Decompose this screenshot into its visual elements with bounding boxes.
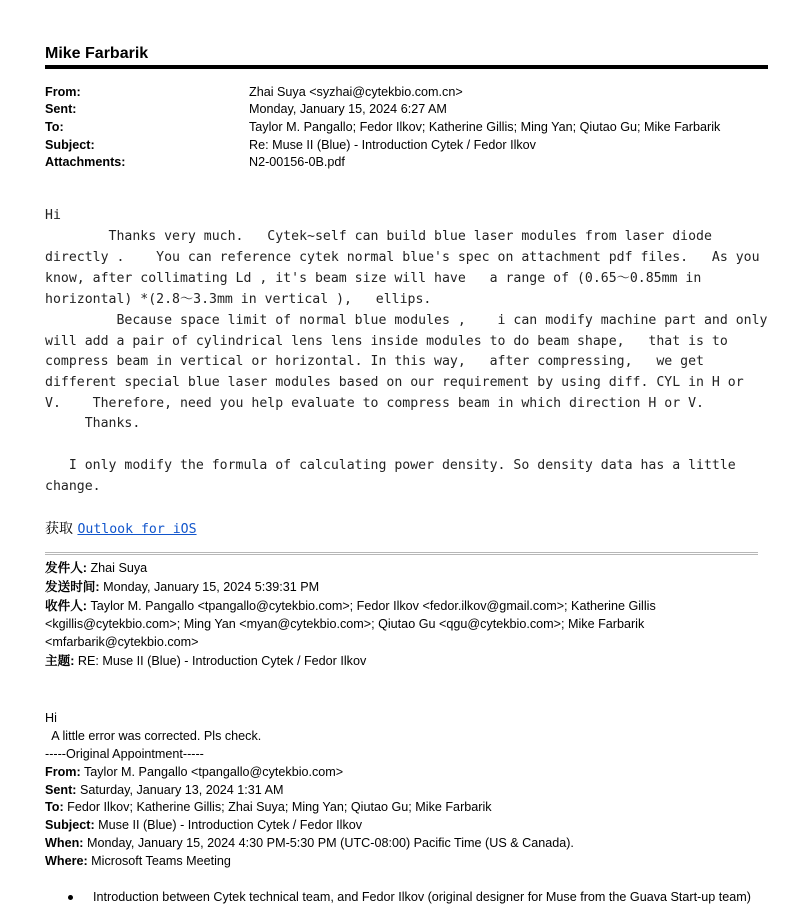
body-line: directly . You can reference cytek normal blue's spec on attachment pdf files. As you <box>45 250 760 265</box>
body-line: Because space limit of normal blue modules , i can modify machine part and only <box>45 313 768 328</box>
body-line: Hi <box>45 208 61 223</box>
quoted-from-row <box>45 559 147 577</box>
body-line: Thanks. <box>45 416 141 431</box>
quoted-to-continued: <kgillis@cytekbio.com>; Ming Yan <myan@cytekbio.com>; Qiutao Gu <qgu@cytekbio.com>; Mike Farbarik <box>45 617 645 631</box>
body-line: know, after collimating Ld , it's beam size will have a range of (0.65～0.85mm in <box>45 271 702 286</box>
body-line: different special blue laser modules based on our requirement by using diff. CYL in H or <box>45 375 744 390</box>
orig-from-row <box>45 763 343 781</box>
sent-label: Sent: <box>45 102 77 116</box>
quoted-subject-row <box>45 652 366 670</box>
orig-to-row <box>45 798 492 816</box>
quoted-sent-value: Monday, January 15, 2024 5:39:31 PM <box>99 580 320 594</box>
orig-to-label: To: <box>45 800 64 814</box>
orig-where-label: Where: <box>45 854 88 868</box>
body-line: change. <box>45 479 101 494</box>
body-line: I only modify the formula of calculating power density. So density data has a little <box>45 458 736 473</box>
quoted-sent-label: 发送时间: <box>45 580 100 594</box>
quoted-from-label: 发件人: <box>45 561 87 575</box>
body-line: compress beam in vertical or horizontal. In this way, after compressing, we get <box>45 354 704 369</box>
subject-label: Subject: <box>45 138 95 152</box>
quoted-correction-note: A little error was corrected. Pls check. <box>45 729 262 743</box>
header-subject-row <box>45 137 536 154</box>
body-line: Thanks very much. Cytek~self can build blue laser modules from laser diode <box>45 229 712 244</box>
quoted-to-row <box>45 597 656 615</box>
to-label: To: <box>45 120 64 134</box>
quoted-sent-row <box>45 578 319 596</box>
outlook-signature <box>45 518 197 538</box>
quote-separator <box>45 552 758 555</box>
quoted-to-value: Taylor M. Pangallo <tpangallo@cytekbio.com>; Fedor Ilkov <fedor.ilkov@gmail.com>; Katherine Gillis <box>86 599 656 613</box>
body-line: horizontal) *(2.8～3.3mm in vertical ), ellips. <box>45 292 432 307</box>
bullet-dot <box>68 895 73 900</box>
orig-from-label: From: <box>45 765 81 779</box>
sent-value: Monday, January 15, 2024 6:27 AM <box>249 102 447 116</box>
to-value: Taylor M. Pangallo; Fedor Ilkov; Katherine Gillis; Ming Yan; Qiutao Gu; Mike Farbarik <box>249 120 721 134</box>
subject-value: Re: Muse II (Blue) - Introduction Cytek / Fedor Ilkov <box>249 138 536 152</box>
quoted-greeting: Hi <box>45 711 57 725</box>
attachments-label: Attachments: <box>45 155 126 169</box>
mailbox-owner-name: Mike Farbarik <box>45 45 149 62</box>
orig-where-value: Microsoft Teams Meeting <box>87 854 231 868</box>
quoted-to-continued: <mfarbarik@cytekbio.com> <box>45 635 199 649</box>
attachment-link[interactable]: N2-00156-0B.pdf <box>249 155 345 169</box>
original-appointment-divider: -----Original Appointment----- <box>45 747 204 761</box>
orig-when-value: Monday, January 15, 2024 4:30 PM-5:30 PM (UTC-08:00) Pacific Time (US & Canada). <box>83 836 574 850</box>
header-from-row <box>45 84 463 101</box>
quoted-subject-value: RE: Muse II (Blue) - Introduction Cytek / Fedor Ilkov <box>74 654 367 668</box>
orig-subject-row <box>45 816 362 834</box>
orig-sent-value: Saturday, January 13, 2024 1:31 AM <box>76 783 284 797</box>
orig-sent-label: Sent: <box>45 783 77 797</box>
from-label: From: <box>45 85 81 99</box>
orig-subject-value: Muse II (Blue) - Introduction Cytek / Fedor Ilkov <box>94 818 363 832</box>
agenda-bullet-text: Introduction between Cytek technical team, and Fedor Ilkov (original designer for Muse from the Guava Start-up team) <box>93 890 751 904</box>
quoted-subject-label: 主题: <box>45 654 75 668</box>
quoted-to-label: 收件人: <box>45 599 87 613</box>
quoted-from-value: Zhai Suya <box>86 561 148 575</box>
from-value: Zhai Suya <syzhai@cytekbio.com.cn> <box>249 85 463 99</box>
header-attachments-row <box>45 154 345 171</box>
orig-sent-row <box>45 781 283 799</box>
header-to-row <box>45 119 720 136</box>
outlook-prefix: 获取 <box>45 521 78 537</box>
orig-subject-label: Subject: <box>45 818 95 832</box>
owner-divider <box>45 65 768 69</box>
body-line: V. Therefore, need you help evaluate to compress beam in which direction H or V. <box>45 396 704 411</box>
orig-when-row <box>45 834 574 852</box>
body-line: will add a pair of cylindrical lens lens inside modules to do beam shape, that is to <box>45 334 728 349</box>
orig-from-value: Taylor M. Pangallo <tpangallo@cytekbio.com> <box>80 765 344 779</box>
orig-when-label: When: <box>45 836 84 850</box>
orig-to-value: Fedor Ilkov; Katherine Gillis; Zhai Suya; Ming Yan; Qiutao Gu; Mike Farbarik <box>63 800 492 814</box>
orig-where-row <box>45 852 231 870</box>
outlook-ios-link[interactable]: Outlook for iOS <box>77 522 197 537</box>
header-sent-row <box>45 101 447 118</box>
